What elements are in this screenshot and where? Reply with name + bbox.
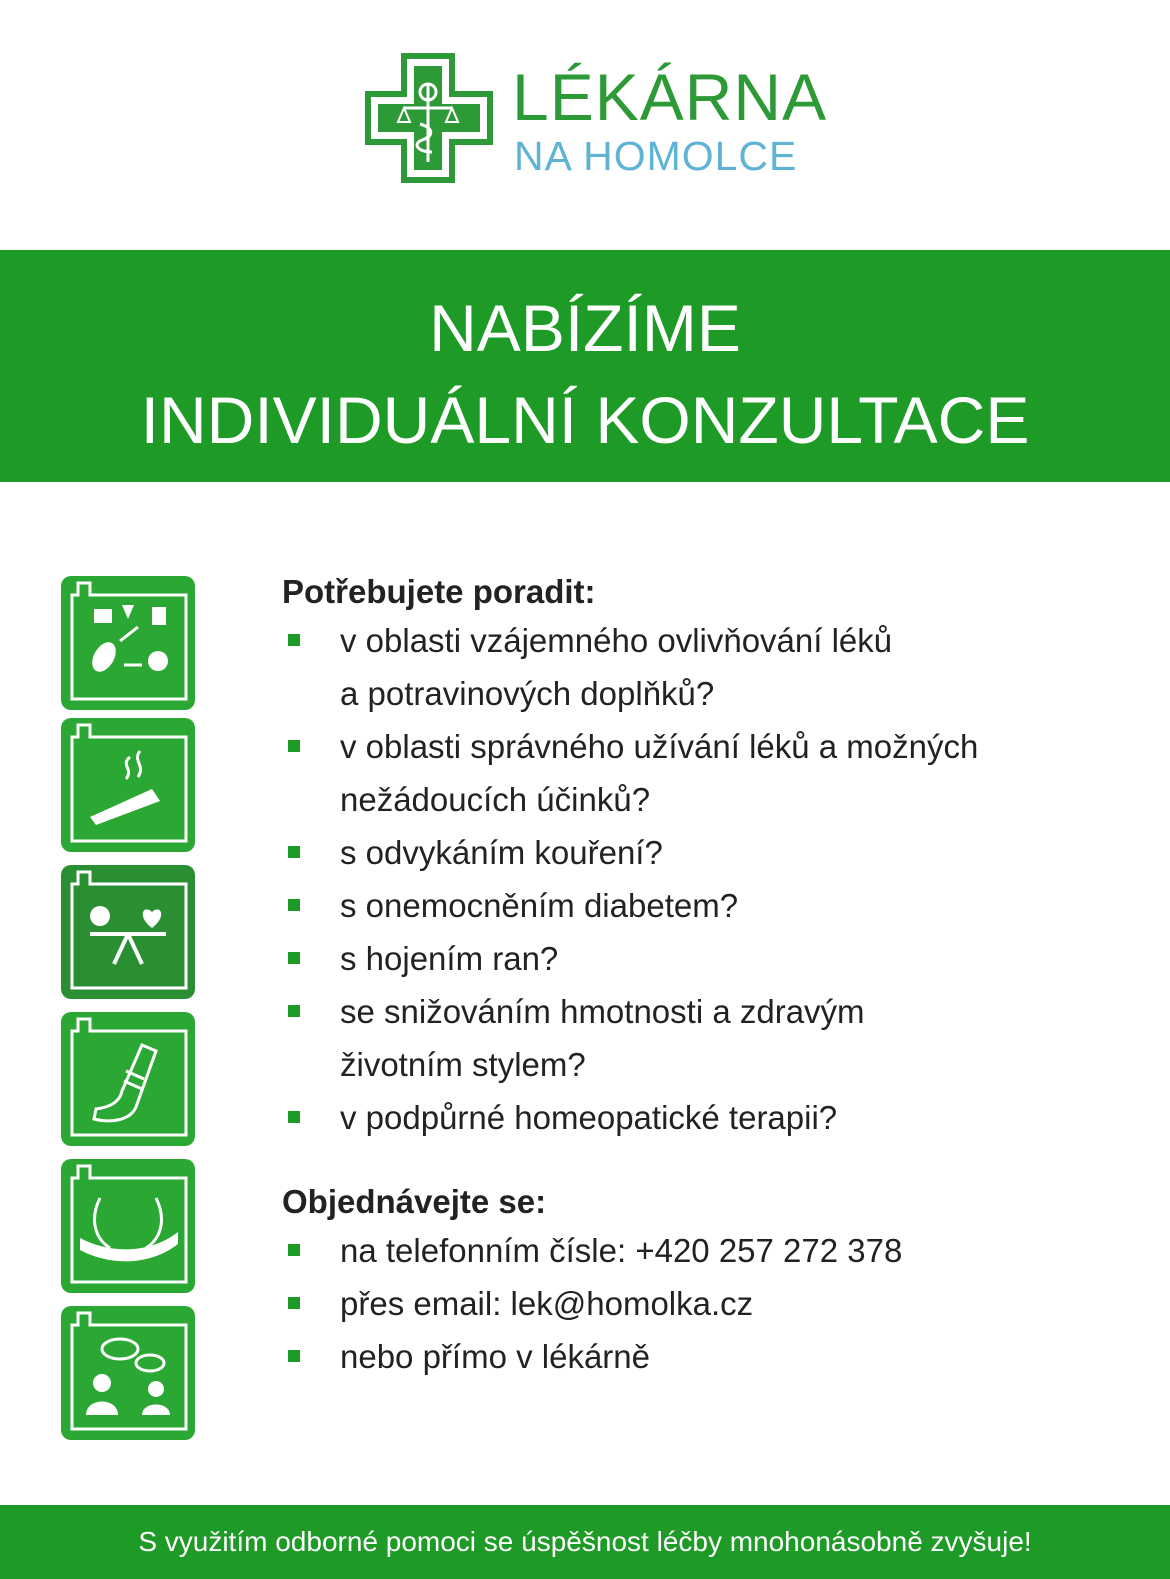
- order-list: [282, 1224, 1142, 1383]
- logo-subtitle: NA HOMOLCE: [514, 133, 798, 179]
- banner-line-2: INDIVIDUÁLNÍ KONZULTACE: [140, 383, 1030, 457]
- list-item-continuation: životním stylem?: [340, 1046, 586, 1083]
- list-item: s odvykáním kouření?: [282, 826, 1142, 879]
- weight-measure-icon: [60, 1158, 196, 1294]
- pharmacy-logo: [364, 52, 828, 187]
- order-heading: Objednávejte se:: [282, 1183, 547, 1220]
- smoking-icon: [60, 717, 196, 853]
- list-item: se snižováním hmotnosti a zdravým: [282, 985, 1142, 1038]
- footer-banner: S využitím odborné pomoci se úspěšnost léčby mnohonásobně zvyšuje!: [0, 1505, 1170, 1579]
- logo-title: LÉKÁRNA: [512, 60, 828, 134]
- list-item: s hojením ran?: [282, 932, 1142, 985]
- content: [282, 570, 1142, 1383]
- list-item: s onemocněním diabetem?: [282, 879, 1142, 932]
- list-item-continuation: nežádoucích účinků?: [340, 781, 651, 818]
- list-item: v oblasti vzájemného ovlivňování léků: [282, 614, 1142, 667]
- list-item: v podpůrné homeopatické terapii?: [282, 1091, 1142, 1144]
- advice-heading: Potřebujete poradit:: [282, 573, 596, 610]
- banner-line-1: NABÍZÍME: [429, 291, 741, 365]
- drug-interaction-icon: [60, 575, 196, 711]
- phone-item: na telefonním čísle: +420 257 272 378: [282, 1224, 1142, 1277]
- title-banner: [0, 250, 1170, 482]
- list-item-continuation: a potravinových doplňků?: [340, 675, 715, 712]
- consultation-icon: [60, 1305, 196, 1441]
- email-item: přes email: lek@homolka.cz: [282, 1277, 1142, 1330]
- diabetes-balance-icon: [60, 864, 196, 1000]
- advice-list: [282, 614, 1142, 1144]
- pharmacy-cross-icon: [364, 52, 494, 184]
- list-item: v oblasti správného užívání léků a možných: [282, 720, 1142, 773]
- in-store-item: nebo přímo v lékárně: [282, 1330, 1142, 1383]
- wound-bandage-icon: [60, 1011, 196, 1147]
